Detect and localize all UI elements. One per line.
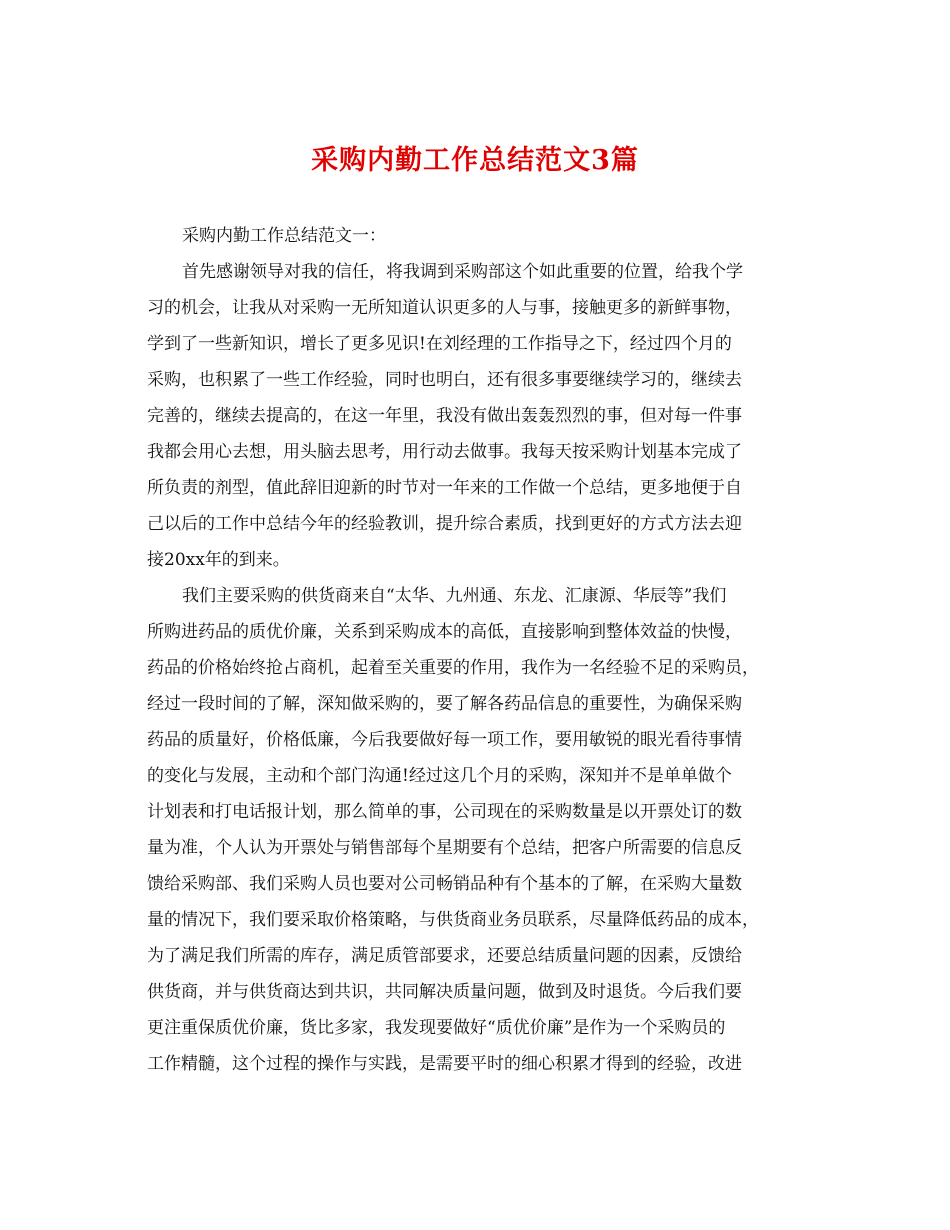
paragraph-line: 量的情况下，我们要采取价格策略，与供货商业务员联系，尽量降低药品的成本， bbox=[147, 910, 759, 930]
paragraph-line: 药品的价格始终抢占商机，起着至关重要的作用，我作为一名经验不足的采购员， bbox=[147, 658, 759, 678]
paragraph-line: 为了满足我们所需的库存，满足质管部要求，还要总结质量问题的因素，反馈给 bbox=[147, 946, 742, 966]
paragraph-line: 更注重保质优价廉，货比多家，我发现要做好“质优价廉”是作为一个采购员的 bbox=[147, 1018, 726, 1038]
paragraph-line: 经过一段时间的了解，深知做采购的，要了解各药品信息的重要性，为确保采购 bbox=[147, 694, 742, 714]
paragraph-line: 计划表和打电话报计划，那么简单的事，公司现在的采购数量是以开票处订的数 bbox=[147, 802, 742, 822]
section-heading: 采购内勤工作总结范文一： bbox=[182, 226, 386, 246]
paragraph-line: 采购，也积累了一些工作经验，同时也明白，还有很多事要继续学习的，继续去 bbox=[147, 370, 742, 390]
paragraph-line: 供货商，并与供货商达到共识，共同解决质量问题，做到及时退货。今后我们要 bbox=[147, 982, 742, 1002]
paragraph-line: 习的机会，让我从对采购一无所知道认识更多的人与事，接触更多的新鲜事物， bbox=[147, 298, 742, 318]
document-title: 采购内勤工作总结范文3篇 bbox=[311, 145, 639, 176]
paragraph-line: 工作精髓，这个过程的操作与实践，是需要平时的细心积累才得到的经验，改进 bbox=[147, 1054, 742, 1074]
paragraph-line: 学到了一些新知识，增长了更多见识!在刘经理的工作指导之下，经过四个月的 bbox=[147, 334, 732, 354]
document-body bbox=[147, 218, 807, 1082]
paragraph-line: 药品的质量好，价格低廉，今后我要做好每一项工作，要用敏锐的眼光看待事情 bbox=[147, 730, 742, 750]
paragraph-line: 己以后的工作中总结今年的经验教训，提升综合素质，找到更好的方式方法去迎 bbox=[147, 514, 742, 534]
paragraph-line: 我们主要采购的供货商来自“太华、九州通、东龙、汇康源、华辰等”我们 bbox=[182, 586, 727, 606]
paragraph-line: 量为准，个人认为开票处与销售部每个星期要有个总结，把客户所需要的信息反 bbox=[147, 838, 742, 858]
paragraph-line: 接20xx年的到来。 bbox=[147, 550, 290, 570]
paragraph-line: 我都会用心去想，用头脑去思考，用行动去做事。我每天按采购计划基本完成了 bbox=[147, 442, 742, 462]
paragraph-line: 的变化与发展，主动和个部门沟通!经过这几个月的采购，深知并不是单单做个 bbox=[147, 766, 732, 786]
paragraph-line: 首先感谢领导对我的信任，将我调到采购部这个如此重要的位置，给我个学 bbox=[182, 262, 743, 282]
paragraph-line: 所负责的剂型，值此辞旧迎新的时节对一年来的工作做一个总结，更多地便于自 bbox=[147, 478, 742, 498]
paragraph-line: 所购进药品的质优价廉，关系到采购成本的高低，直接影响到整体效益的快慢， bbox=[147, 622, 742, 642]
paragraph-line: 馈给采购部、我们采购人员也要对公司畅销品种有个基本的了解，在采购大量数 bbox=[147, 874, 742, 894]
paragraph-line: 完善的，继续去提高的，在这一年里，我没有做出轰轰烈烈的事，但对每一件事 bbox=[147, 406, 742, 426]
